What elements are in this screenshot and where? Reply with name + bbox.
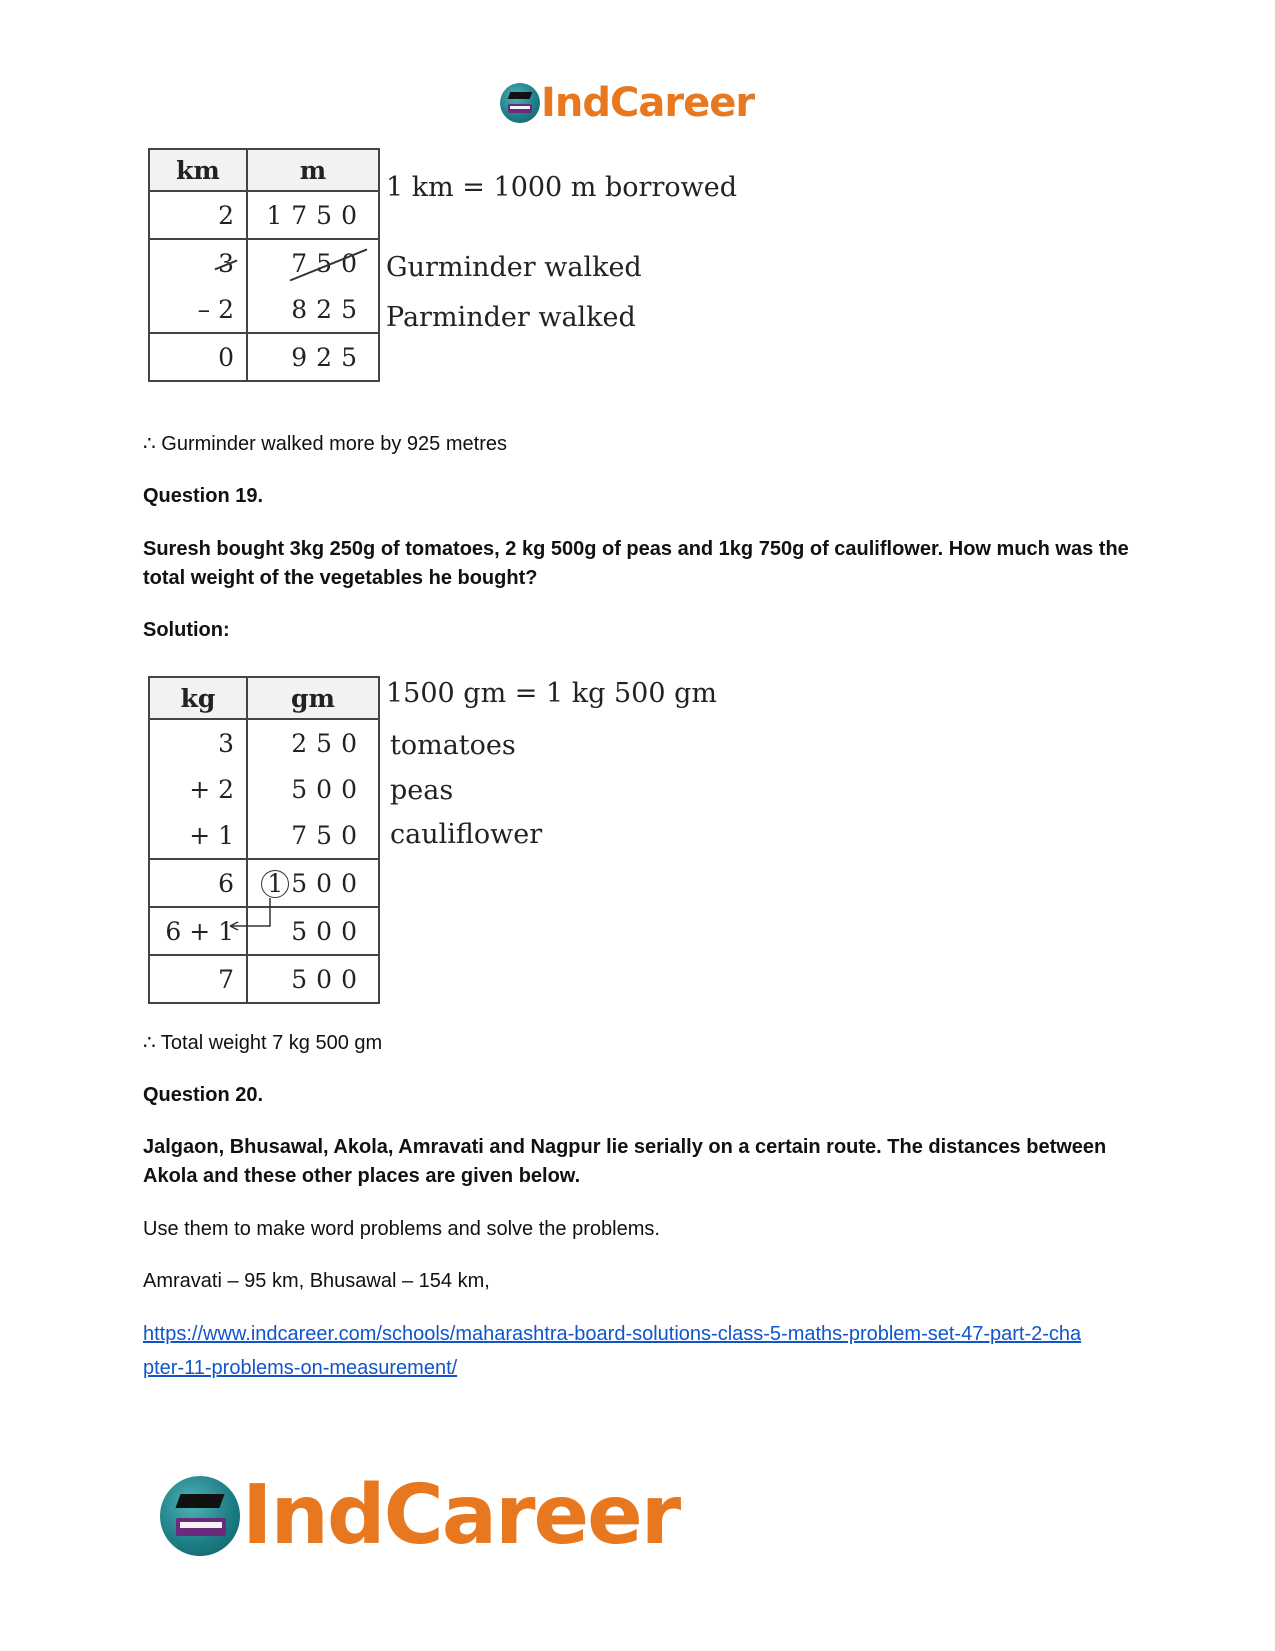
note-conversion: 1500 gm = 1 kg 500 gm: [386, 678, 717, 709]
cell-total-kg: 7: [149, 955, 247, 1003]
cell-parminder-km: – 2: [149, 286, 247, 333]
header-km: km: [149, 149, 247, 191]
indcareer-logo-icon: [160, 1476, 240, 1556]
cell-parminder-m: 825: [247, 286, 379, 333]
note-gurminder: Gurminder walked: [386, 252, 642, 283]
sum-gm-value: 500: [291, 868, 366, 898]
logo-text: IndCareer: [242, 1468, 680, 1563]
cell-peas-kg: + 2: [149, 766, 247, 812]
cell-sum-kg: 6: [149, 859, 247, 907]
header-kg: kg: [149, 677, 247, 719]
logo-text: IndCareer: [541, 80, 755, 126]
solution-label: Solution:: [143, 619, 230, 641]
answer-19: ∴ Total weight 7 kg 500 gm: [143, 1032, 383, 1054]
source-link[interactable]: https://www.indcareer.com/schools/maharashtra-board-solutions-class-5-maths-problem-set-47-part-2-chapter-11-problems-on-measurement/: [143, 1323, 1082, 1379]
cell-total-gm: 500: [247, 955, 379, 1003]
source-link-container: [143, 1317, 1083, 1385]
question-20-instruction: Use them to make word problems and solve the problems.: [143, 1218, 660, 1240]
question-20-title: Question 20.: [143, 1084, 264, 1106]
note-tomatoes: tomatoes: [390, 730, 516, 761]
cell-tomatoes-gm: 250: [247, 719, 379, 766]
cell-carry-gm: 500: [247, 907, 379, 955]
carry-digit: 1: [261, 870, 289, 898]
answer-18: ∴ Gurminder walked more by 925 metres: [143, 433, 507, 455]
question-19-text: Suresh bought 3kg 250g of tomatoes, 2 kg 500g of peas and 1kg 750g of cauliflower. How much was the total weight of the vegetables he bought?: [143, 538, 1129, 589]
cell-borrowed-m: 1750: [247, 191, 379, 239]
indcareer-logo-icon: [500, 83, 540, 123]
cell-carry-kg: 6 + 1: [149, 907, 247, 955]
cell-cauliflower-kg: + 1: [149, 812, 247, 859]
logo-bottom: [160, 1468, 679, 1563]
cell-gurminder-m: [247, 239, 379, 286]
cell-gurminder-km: [149, 239, 247, 286]
logo-top: [500, 80, 754, 126]
header-m: m: [247, 149, 379, 191]
note-parminder: Parminder walked: [386, 302, 636, 333]
note-borrowed: 1 km = 1000 m borrowed: [386, 172, 737, 203]
question-20-distances: Amravati – 95 km, Bhusawal – 154 km,: [143, 1270, 490, 1292]
question-19-title: Question 19.: [143, 485, 264, 507]
header-gm: gm: [247, 677, 379, 719]
cell-borrowed-km: 2: [149, 191, 247, 239]
kg-gm-addition-table: [148, 676, 380, 1004]
km-m-subtraction-table: [148, 148, 380, 382]
struck-digit: 3: [218, 248, 234, 278]
note-cauliflower: cauliflower: [390, 819, 543, 850]
cell-peas-gm: 500: [247, 766, 379, 812]
cell-result-km: 0: [149, 333, 247, 381]
carry-arrow-icon: [222, 896, 282, 936]
struck-value: 750: [291, 248, 366, 278]
note-peas: peas: [390, 775, 454, 806]
cell-cauliflower-gm: 750: [247, 812, 379, 859]
cell-result-m: 925: [247, 333, 379, 381]
cell-tomatoes-kg: 3: [149, 719, 247, 766]
question-20-text: Jalgaon, Bhusawal, Akola, Amravati and Nagpur lie serially on a certain route. The distances between Akola and these other places are given below.: [143, 1136, 1107, 1187]
